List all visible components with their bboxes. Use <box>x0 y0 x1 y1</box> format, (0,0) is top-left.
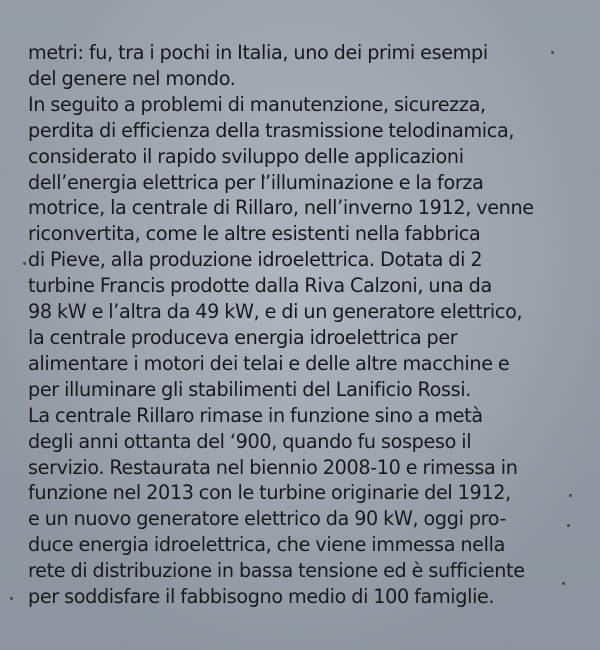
text-line: la centrale produceva energia idroelettrica per <box>28 325 458 349</box>
text-line: motrice, la centrale di Rillaro, nell’inverno 1912, venne <box>28 196 534 220</box>
text-line: di Pieve, alla produzione idroelettrica. Dotata di 2 <box>28 248 483 272</box>
text-line: alimentare i motori dei telai e delle altre macchine e <box>28 351 510 375</box>
text-line: dell’energia elettrica per l’illuminazione e la forza <box>28 170 484 194</box>
surface-speck <box>23 262 26 265</box>
surface-speck <box>10 597 13 600</box>
text-line: considerato il rapido sviluppo delle applicazioni <box>28 144 464 168</box>
sign-paragraph <box>28 40 588 610</box>
text-line: per illuminare gli stabilimenti del Lanificio Rossi. <box>28 377 472 401</box>
text-line: rete di distribuzione in bassa tensione ed è sufficiente <box>28 559 525 583</box>
text-line: per soddisfare il fabbisogno medio di 100 famiglie. <box>28 585 495 609</box>
text-line: metri: fu, tra i pochi in Italia, uno dei primi esempi <box>28 41 488 64</box>
text-line: servizio. Restaurata nel biennio 2008-10 e rimessa in <box>28 455 518 479</box>
text-line: funzione nel 2013 con le turbine originarie del 1912, <box>28 481 511 505</box>
text-line: e un nuovo generatore elettrico da 90 kW, oggi pro- <box>28 507 507 531</box>
text-line: riconvertita, come le altre esistenti nella fabbrica <box>28 222 481 246</box>
text-line: del genere nel mondo. <box>28 66 236 90</box>
text-line: turbine Francis prodotte dalla Riva Calzoni, una da <box>28 274 492 298</box>
text-line: perdita di efficienza della trasmissione telodinamica, <box>28 118 515 142</box>
text-line: degli anni ottanta del ‘900, quando fu sospeso il <box>28 429 472 453</box>
text-line: duce energia idroelettrica, che viene immessa nella <box>28 533 505 557</box>
text-line: In seguito a problemi di manutenzione, sicurezza, <box>28 92 486 116</box>
text-line: La centrale Rillaro rimase in funzione sino a metà <box>28 403 483 427</box>
text-line: 98 kW e l’altra da 49 kW, e di un generatore elettrico, <box>28 300 523 324</box>
